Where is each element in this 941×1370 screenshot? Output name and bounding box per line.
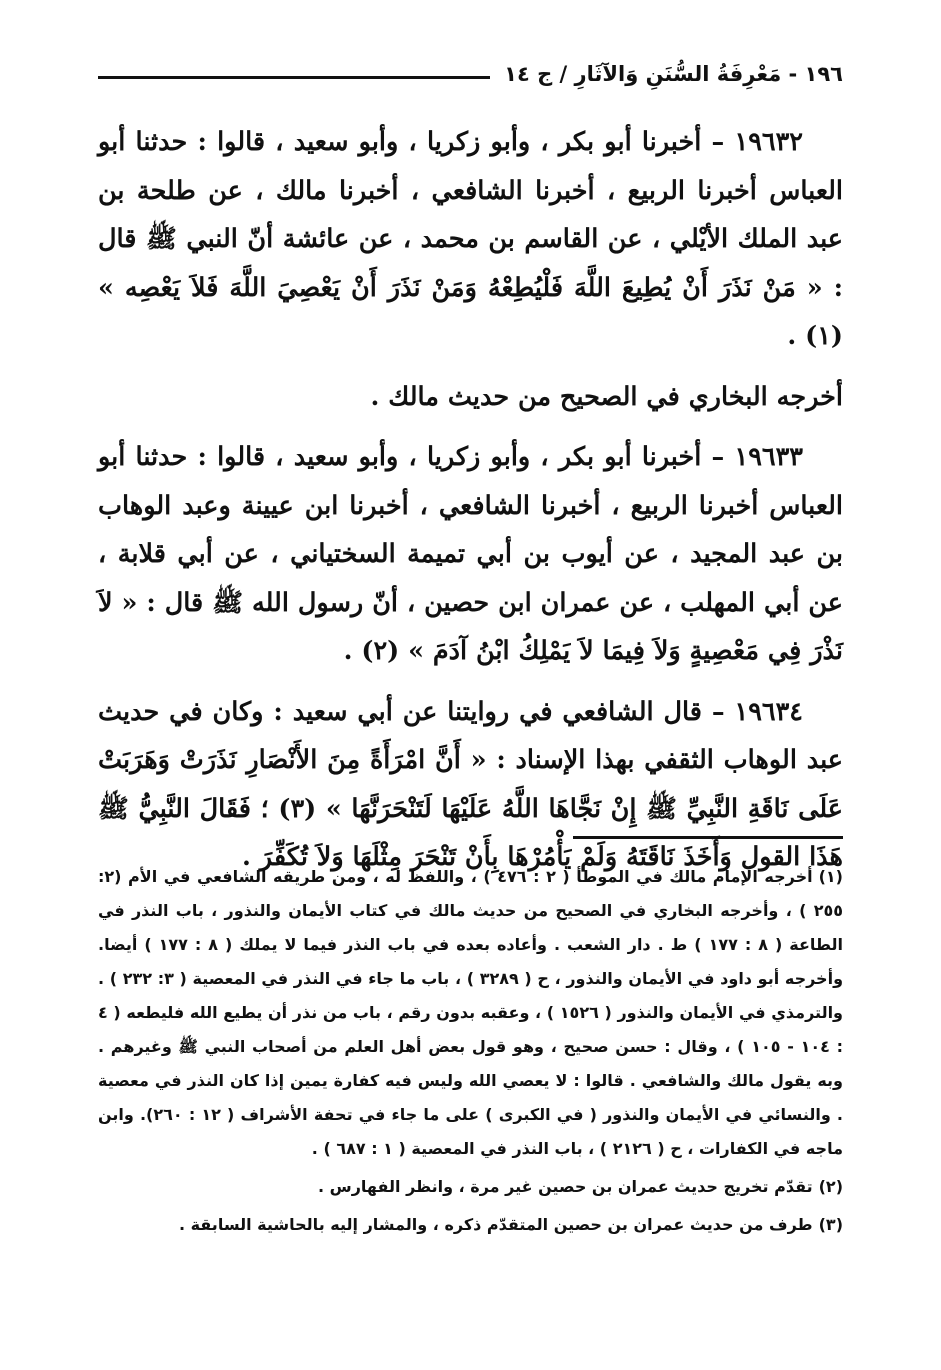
number-separator: – [701,442,735,472]
footnote-text: تقدّم تخريج حديث عمران بن حصين غير مرة ، وانظر الفهارس . [317,1177,813,1196]
main-text [98,118,843,894]
hadith-number: ١٩٦٣٢ [734,127,803,157]
footnote-number: (١) [818,867,843,886]
takhrij-text: أخرجه البخاري في الصحيح من حديث مالك . [370,381,843,412]
number-separator: – [701,127,735,157]
footnote [98,1208,843,1242]
footnote-number: (٣) [818,1215,843,1234]
hadith-paragraph [98,118,843,361]
hadith-number: ١٩٦٣٤ [734,696,803,727]
hadith-text: أخبرنا أبو بكر ، وأبو زكريا ، وأبو سعيد ، قالوا : حدثنا أبو العباس أخبرنا الربيع ، أخبرنا الشافعي ، أخبرنا ابن عيينة وعبد الوهاب بن عبد المجيد ، عن أيوب بن أبي تميمة السختياني ، عن أبي قلابة ، عن أبي المهلب ، عن عمران ابن حصين ، أنّ رسول الله ﷺ قال : « لاَ نَذْرَ فِي مَعْصِيةٍ وَلاَ فِيمَا لاَ يَمْلِكُ ابْنُ آدَمَ » (٢) . [98,442,843,666]
footnote-text: أخرجه الإمام مالك في الموطأ ( ٢ : ٤٧٦ ) ، واللفظ له ، ومن طريقه الشافعي في الأم (٢: ٢٥٥ ) ، وأخرجه البخاري في الصحيح من حديث مالك في كتاب الأيمان والنذور ، باب النذر في الطاعة ( ٨ : ١٧٧ ) ط . دار الشعب . وأعاده بعده في باب النذر فيما لا يملك ( ٨ : ١٧٧ ) أيضا. وأخرجه أبو داود في الأيمان والنذور ، ح ( ٣٢٨٩ ) ، باب ما جاء في النذر في المعصية ( ٣: ٢٣٢ ) . والترمذي في الأيمان والنذور ( ١٥٢٦ ) ، وعقبه بدون رقم ، باب من نذر أن يطيع الله فليطعه ( ٤ : ١٠٤ - ١٠٥ ) ، وقال : حسن صحيح ، وهو قول بعض أهل العلم من أصحاب النبي ﷺ وغيرهم . وبه يقول مالك والشافعي . قالوا : لا يعصي الله وليس فيه كفارة يمين إذا كان النذر في معصية . والنسائي في الأيمان والنذور ( في الكبرى ) على ما جاء في تحفة الأشراف ( ١٢ : ٢٦٠). وابن ماجه في الكفارات ، ح ( ٢١٢٦ ) ، باب النذر في المعصية ( ١ : ٦٨٧ ) . [98,867,844,1158]
footnote [98,1170,843,1204]
footnotes [98,860,843,1246]
hadith-text: أخبرنا أبو بكر ، وأبو زكريا ، وأبو سعيد ، قالوا : حدثنا أبو العباس أخبرنا الربيع ، أخبرنا الشافعي ، أخبرنا مالك ، عن طلحة بن عبد الملك الأيْلي ، عن القاسم بن محمد ، عن عائشة أنّ النبي ﷺ قال : « مَنْ نَذَرَ أَنْ يُطِيعَ اللَّهَ فَلْيُطِعْهُ وَمَنْ نَذَرَ أَنْ يَعْصِيَ اللَّهَ فَلاَ يَعْصِه » (١) . [98,127,843,351]
hadith-text: قال الشافعي في روايتنا عن أبي سعيد : وكان في حديث عبد الوهاب الثقفي بهذا الإسناد : « أَنَّ امْرَأَةً مِنَ الأَنْصَارِ نَذَرَتْ وَهَرَبَتْ عَلَى نَاقَةِ النَّبِيِّ ﷺ إِنْ نَجَّاهَا اللَّهُ عَلَيْهَا لَتَنْحَرَنَّهَا » (٣) ؛ فَقَالَ النَّبِيُّ ﷺ هَذَا القول وَأَخَذَ نَاقَتَهُ وَلَمْ يَأْمُرْهَا بِأَنْ تَنْحَرَ مِثْلَهَا وَلاَ تُكَفِّرَ . [98,696,844,872]
hadith-paragraph [98,688,843,882]
hadith-paragraph [98,433,843,676]
footnote-rule [573,836,843,839]
footnote [98,860,843,1166]
running-head-text: ١٩٦ - مَعْرِفَةُ السُّنَنِ وَالآثَارِ / ج ١٤ [504,62,843,86]
footnote-number: (٢) [818,1177,843,1196]
running-head [98,52,843,96]
takhrij-note [98,373,843,422]
header-rule [98,76,490,79]
number-separator: – [701,696,735,727]
hadith-number: ١٩٦٣٣ [734,442,803,472]
footnote-text: طرف من حديث عمران بن حصين المتقدّم ذكره ، والمشار إليه بالحاشية السابقة . [178,1215,813,1234]
